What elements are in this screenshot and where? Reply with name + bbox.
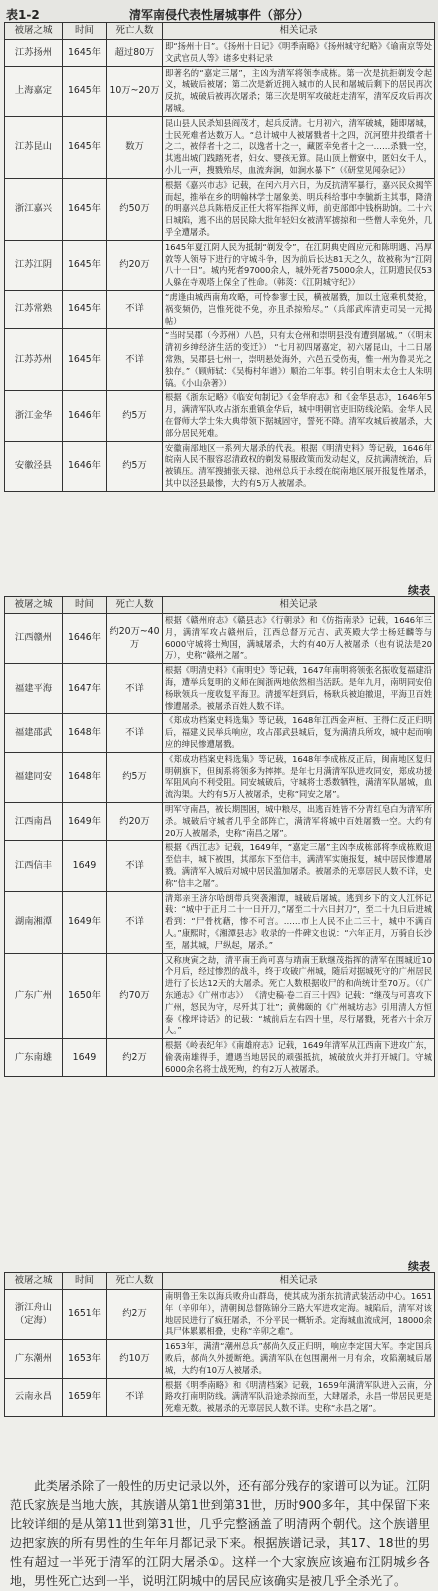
table-section-2 — [0, 584, 438, 1077]
header-record: 相关记录 — [163, 23, 435, 40]
deaths-cell: 约5万 — [107, 752, 163, 802]
deaths-cell: 不详 — [107, 841, 163, 891]
header-deaths: 死亡人数 — [107, 597, 163, 614]
massacre-table-part2 — [4, 596, 435, 1077]
time-cell: 1646年 — [63, 441, 107, 491]
city-cell: 福建平海 — [5, 664, 63, 714]
city-cell: 福建邵武 — [5, 714, 63, 752]
table-row — [5, 329, 435, 391]
city-cell: 广东潮州 — [5, 1340, 63, 1378]
table-row — [5, 441, 435, 491]
body-paragraph: 此类屠杀除了一般性的历史记录以外，还有部分残存的家谱可以为证。江阴范氏家族是当地大族，其族谱从第1世到第31世，历时900多年，其中保留下来比较详细的是从第11世到第31世，几乎完整涵盖了明清两个朝代。这个族谱里边把家族的所有男性的生年年月都记录下来。根据族谱记录，其17、18世的男性有超过一半死于清军的江阴大屠杀①。这样一个大家族应该遍布江阴城乡各地，男性死亡达到一半，说明江阴城中的居民应该确实是被几乎全杀光了。 — [10, 1479, 431, 1588]
record-cell: 根据《明清史料》《南明史》等记载，1647年南明将领张名振收复福建沿海，遭举兵复明的义师在闽浙两地依然相当活跃。是年九月，南明同安伯杨耿领兵一度收复平海卫。清援军赶到后，杨耿兵被迫撤退，平海卫百姓惨遭屠杀。被屠杀百姓人数不详。 — [163, 664, 435, 714]
table-row — [5, 1290, 435, 1340]
massacre-table-part3 — [4, 1272, 435, 1417]
deaths-cell: 约2万 — [107, 1039, 163, 1077]
city-cell: 江西信丰 — [5, 841, 63, 891]
table-row — [5, 66, 435, 116]
deaths-cell: 约5万 — [107, 391, 163, 441]
time-cell: 1645年 — [63, 329, 107, 391]
time-cell: 1646年 — [63, 614, 107, 664]
time-cell: 1651年 — [63, 1290, 107, 1340]
table-row — [5, 1378, 435, 1416]
header-deaths: 死亡人数 — [107, 23, 163, 40]
header-time: 时间 — [63, 23, 107, 40]
table-row — [5, 714, 435, 752]
time-cell: 1649 — [63, 1039, 107, 1077]
record-cell: 明军守南昌，被长期围困，城中粮尽，出逃百姓皆不分青红皂白为清军所杀。城破后守城者几乎全部阵亡，满清军将城中百姓屠戮一空。大约有20万人被屠杀，史称“南昌之屠”。 — [163, 802, 435, 840]
table-row — [5, 841, 435, 891]
header-city: 被屠之城 — [5, 597, 63, 614]
record-cell: 《郑成功档案史料选集》等记载，1648年江西金声桓、王得仁反正归明后，福建义民举兵响应，攻占邵武县城后，复为满清兵所攻，城中起而响应的绅民惨遭屠戮。 — [163, 714, 435, 752]
deaths-cell: 约20万 — [107, 240, 163, 290]
record-cell: 根据《西江志》记载，1649年，“嘉定三屠”主凶李成栋部将李成栋败退至信丰，城下被围，其部东下至信丰，满清军实施报复，城中居民惨遭屠戮。满清军入城后对城中居民滥加屠杀。被屠杀的无辜居民人数不详，史称“信丰之屠”。 — [163, 841, 435, 891]
record-cell: “当时吴郡（今苏州）八邑，只有太仓州和崇明县没有遭到屠城。”（《明末清初乡绅经济生活的变迁》） “七月初四屠嘉定，初六屠昆山，十二日屠常熟，吴郡县七州一，崇明悬处海外，六邑五受伤夷，惟一州为鲁灵光之独存。”（顾师轼：《吴梅村年谱》）顺治二年事。转引自明末太仓士人朱明镐。《小山杂著》） — [163, 329, 435, 391]
record-cell: 《郑成功档案史料选集》等记载，1648年李成栋反正后，闽南地区复归明朝旗下，但闽系将领多为摔摔。是年七月满清军队进攻同安，郑成功援军阻风向不利受阻。同安城破后，守城将士悉数牺牲，满清军队屠城，血流沟渠。大约有5万人被屠杀，史称“同安之屠”。 — [163, 752, 435, 802]
table-row — [5, 953, 435, 1039]
table-section-1 — [0, 22, 438, 492]
table-row — [5, 802, 435, 840]
deaths-cell: 约70万 — [107, 953, 163, 1039]
deaths-cell: 约20万 — [107, 802, 163, 840]
city-cell: 云南永昌 — [5, 1378, 63, 1416]
city-cell: 江西赣州 — [5, 614, 63, 664]
deaths-cell: 约10万 — [107, 1340, 163, 1378]
table-row — [5, 391, 435, 441]
record-cell: 根据《明季南略》和《明清档案》记载，1659年满清军队进入云南，分路攻打南明防线。满清军队沿途杀掠而至，大肆屠杀，永昌一带居民更是死难无数。被屠杀的无辜居民人数不详。史称“永昌之屠”。 — [163, 1378, 435, 1416]
table-row — [5, 752, 435, 802]
city-cell: 安徽泾县 — [5, 441, 63, 491]
deaths-cell: 不详 — [107, 329, 163, 391]
deaths-cell: 约50万 — [107, 178, 163, 240]
table-header-row — [5, 1273, 435, 1290]
time-cell: 1645年 — [63, 40, 107, 67]
deaths-cell: 约20万~40万 — [107, 614, 163, 664]
header-deaths: 死亡人数 — [107, 1273, 163, 1290]
table-row — [5, 891, 435, 953]
table-row — [5, 1039, 435, 1077]
deaths-cell: 约5万 — [107, 441, 163, 491]
table-section-3 — [0, 1260, 438, 1417]
record-cell: 即著名的“嘉定三屠”，主凶为清军将领李成栋。第一次是抗拒剃发令起义，城破后被屠；第二次是新近拥入城市的人民和屠城后剩下的居民再次反抗，城破后被再次屠杀；第三次是明军攻破赶走清军，清军反攻后再次屠城。 — [163, 66, 435, 116]
city-cell: 广东广州 — [5, 953, 63, 1039]
record-cell: 根据《赣州府志》《赣县志》《行朝录》和《仿指南录》记载，1646年三月，满清军攻占赣州后，江西总督万元吉、武英殿大学士杨廷麟等与6000守城将士殉国，满城屠杀，大约有40万人被屠杀（也有说法是20万），史称“赣州之屠”。 — [163, 614, 435, 664]
time-cell: 1645年 — [63, 290, 107, 328]
city-cell: 江苏扬州 — [5, 40, 63, 67]
city-cell: 上海嘉定 — [5, 66, 63, 116]
deaths-cell: 约2万 — [107, 1290, 163, 1340]
continued-label: 续表 — [408, 584, 430, 597]
time-cell: 1653年 — [63, 1340, 107, 1378]
table-row — [5, 116, 435, 178]
table-row — [5, 40, 435, 67]
header-city: 被屠之城 — [5, 23, 63, 40]
deaths-cell: 10万~20万 — [107, 66, 163, 116]
record-cell: 根据《浙东记略》《临安旬制记》《金华府志》和《金华县志》，1646年5月，满清军队攻占浙东重镇金华后，城中明朝官吏旧防线沦陷。金华人民在督师大学士朱大典带领下据城固守，誓死不降。清军攻城后被屠杀，大部分居民死难。 — [163, 391, 435, 441]
table-row — [5, 290, 435, 328]
table-row — [5, 178, 435, 240]
deaths-cell: 数万 — [107, 116, 163, 178]
time-cell: 1645年 — [63, 240, 107, 290]
city-cell: 浙江金华 — [5, 391, 63, 441]
time-cell: 1650年 — [63, 953, 107, 1039]
record-cell: 根据《岭表纪年》《南雄府志》记载，1649年清军从江西南下进攻广东，偷袭南雄得手，遭遇当地居民的顽强抵抗，城破放火并打开城门。守城6000余名将士战死殉，约有2万人被屠杀。 — [163, 1039, 435, 1077]
table-title: 清军南侵代表性屠城事件（部分） — [128, 8, 309, 22]
continued-label: 续表 — [408, 1260, 430, 1273]
city-cell: 江西南昌 — [5, 802, 63, 840]
deaths-cell: 不详 — [107, 1378, 163, 1416]
table-row — [5, 614, 435, 664]
time-cell: 1649年 — [63, 802, 107, 840]
city-cell: 江苏苏州 — [5, 329, 63, 391]
time-cell: 1659年 — [63, 1378, 107, 1416]
time-cell: 1648年 — [63, 714, 107, 752]
record-cell: “虏逢由城西南角攻略，可怜参寥士民，横被屠戮，加以土寇乘机焚抢，祸变频仍，岂惟死徙不免，亦且杀掠殆尽。”（兵部武库清吏司吴一元揭帖） — [163, 290, 435, 328]
city-cell: 福建同安 — [5, 752, 63, 802]
table-row — [5, 240, 435, 290]
deaths-cell: 不详 — [107, 714, 163, 752]
massacre-table-part1 — [4, 22, 435, 492]
deaths-cell: 不详 — [107, 664, 163, 714]
record-cell: 安徽南部地区一系列大屠杀的代表。根据《明清史料》等记载，1646年皖南人民不服容忍清政权的剃发易服政策而发动起义，反抗满清统治，后被镇压。清军搜捕张天禄、池州总兵于永绶在皖南地区展开报复性屠杀，其中以泾县最惨，大约有5万人被屠杀。 — [163, 441, 435, 491]
table-header-row — [5, 23, 435, 40]
time-cell: 1645年 — [63, 178, 107, 240]
time-cell: 1648年 — [63, 752, 107, 802]
header-city: 被屠之城 — [5, 1273, 63, 1290]
time-cell: 1645年 — [63, 116, 107, 178]
table-row — [5, 664, 435, 714]
record-cell: 即“扬州十日”。《扬州十日记》《明季南略》《扬州城守纪略》《谕南京等处文武官员人等》诸多史料记录 — [163, 40, 435, 67]
deaths-cell: 不详 — [107, 891, 163, 953]
city-cell: 广东南雄 — [5, 1039, 63, 1077]
record-cell: 1653年，满清“潮州总兵”郝尚久反正归明，响应李定国大军。李定国兵败后，郝尚久外援断绝。满清军队在包围潮州一月有余，攻陷潮城后屠城，大约有10万人被屠杀。 — [163, 1340, 435, 1378]
record-cell: 又称庚寅之劫，清平南王尚可喜与靖南王耿继茂指挥的清军在围城近10个月后，经过惨烈的战斗，终于攻破广州城，随后对据城死守的广州居民进行了长达12天的大屠杀。死亡人数根据收尸的和尚统计至70万。（《广东通志》《广州市志》） 《清史稿·卷二百三十四》记载：“继茂与可喜攻下广州，怒民为守，尽歼其丁壮”；黄佛颐的《广州城坊志》引用清人方恒泰《橡坪诗话》的记载：“城前后左右四十里，尽行屠戮，死者六十余万人。” — [163, 953, 435, 1039]
city-cell: 浙江舟山（定海） — [5, 1290, 63, 1340]
record-cell: 昆山县人民杀知县阎茂才，起兵反清。七月初六，清军破城，随即屠城，士民死难者达数万人。“总计城中人被屠戮者十之四，沉河堕井投缳者十之二，被俘者十之二，以逸者十之一，藏匿幸免者十之一……杀戮一空，其逃出城门践踏死者，妇女、婴孩无算。昆山顶上僧寮中，匿妇女千人，小儿一声，搜戮殆尽，血流奔涧，如涧水暴下”（《研堂见闻杂记》） — [163, 116, 435, 178]
table-header-row — [5, 597, 435, 614]
record-cell: 清郑亲王济尔哈朗带兵突袭湘潭，城破后屠城。逃到乡下的文人江怀记载：“城中于正月二十一日开刀，”屠至二十六日封刀”，至二十九日后进城看到：“尸骨枕藉，惨不可言。……市上人民不止二三十，城中不满百人。”康熙时，《湘潭县志》收录的一件碑文也说：“六年正月，万骑自长沙至，屠其城，尸纵起，屠杀。” — [163, 891, 435, 953]
time-cell: 1649 — [63, 841, 107, 891]
header-time: 时间 — [63, 597, 107, 614]
table-row — [5, 1340, 435, 1378]
city-cell: 江苏常熟 — [5, 290, 63, 328]
time-cell: 1649年 — [63, 891, 107, 953]
time-cell: 1645年 — [63, 66, 107, 116]
time-cell: 1647年 — [63, 664, 107, 714]
city-cell: 江苏江阴 — [5, 240, 63, 290]
deaths-cell: 超过80万 — [107, 40, 163, 67]
time-cell: 1646年 — [63, 391, 107, 441]
record-cell: 根据《嘉兴市志》记载，在闰六月六日，为反抗清军暴行，嘉兴民众揭竿而起，推举在乡的明翰林学士屠象美、明兵科给事中李毓新主其事，降清的明嘉兴总兵陈梧反正任大将军指挥义师，前吏部郎中钱栴助饷。二十六日城陷，逃不出的居民除大批年轻妇女被清军掳掠和一些僧人幸免外，几乎全遭屠杀。 — [163, 178, 435, 240]
header-record: 相关记录 — [163, 597, 435, 614]
city-cell: 湖南湘潭 — [5, 891, 63, 953]
deaths-cell: 不详 — [107, 290, 163, 328]
table-number: 表1-2 — [6, 8, 40, 22]
city-cell: 江苏昆山 — [5, 116, 63, 178]
city-cell: 浙江嘉兴 — [5, 178, 63, 240]
record-cell: 南明鲁王朱以海兵败舟山群岛，使其成为浙东抗清武装活动中心。1651年（辛卯年），清朝闽总督陈锦分三路大军进攻定海。城陷后，清军对该地居民进行了疯狂屠杀，不分平民一概斩杀。定海城血流成河，18000余具尸体累累相叠，史称“辛卯之难”。 — [163, 1290, 435, 1340]
header-record: 相关记录 — [163, 1273, 435, 1290]
header-time: 时间 — [63, 1273, 107, 1290]
record-cell: 1645年夏江阴人民为抵制“剃发令”，在江阴典史阎应元和陈明遇、冯厚敦等人领导下进行的守城斗争，因为前后长达81天之久，故被称为“江阴八十一日”。城内死者97000余人，城外死者75000余人，江阴遗民仅53人躲在寺观塔上保全了性命。（韩菼：《江阴城守纪》） — [163, 240, 435, 290]
